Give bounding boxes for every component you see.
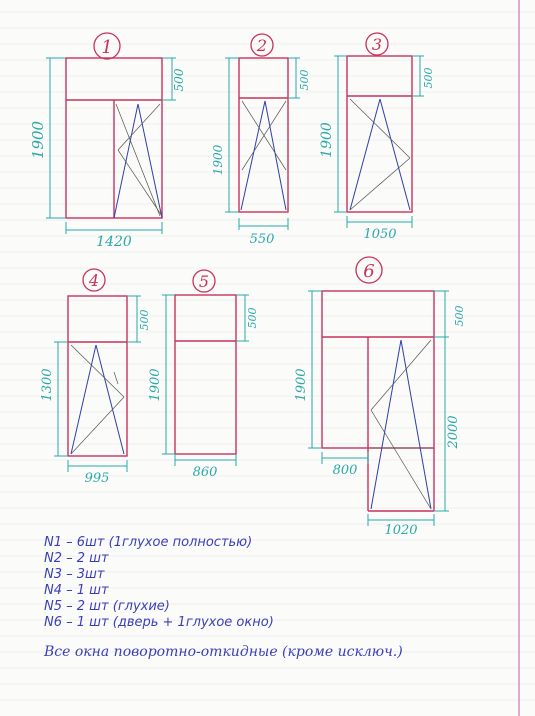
window-4-dimension-lines — [54, 296, 141, 472]
window-6-window-width-label: 800 — [332, 463, 358, 478]
window-4 — [40, 269, 151, 486]
window-4-number: 4 — [88, 271, 100, 290]
note-line: N3 – 3шт — [44, 567, 105, 582]
note-line: N2 – 2 шт — [44, 551, 109, 566]
window-6 — [294, 257, 466, 538]
window-1-height-label: 1900 — [29, 120, 47, 160]
window-6-transom-label: 500 — [453, 305, 466, 327]
window-5-frame — [175, 295, 236, 454]
window-6-opening-marks — [371, 340, 431, 509]
window-3 — [319, 33, 435, 242]
window-6-height-label: 1900 — [294, 368, 309, 402]
window-6-frame — [322, 291, 434, 511]
window-1-transom-label: 500 — [172, 68, 186, 92]
window-4-height-label: 1300 — [40, 368, 55, 402]
window-3-width-label: 1050 — [363, 227, 397, 242]
window-6-door-width-label: 1020 — [384, 523, 418, 538]
window-5 — [148, 270, 259, 480]
window-5-transom-label: 500 — [246, 307, 259, 329]
window-6-number: 6 — [363, 261, 375, 282]
window-3-transom-label: 500 — [422, 67, 435, 89]
window-2-height-label: 1900 — [211, 144, 225, 176]
window-5-width-label: 860 — [192, 465, 218, 480]
footer-note: Все окна поворотно-откидные (кроме исключ.) — [44, 644, 403, 660]
window-3-number: 3 — [371, 35, 383, 54]
note-line: N5 – 2 шт (глухие) — [44, 599, 170, 614]
window-3-height-label: 1900 — [319, 122, 335, 158]
note-line: N1 – 6шт (1глухое полностью) — [44, 535, 253, 550]
window-1-sash-lines — [114, 104, 162, 218]
quantity-notes — [44, 535, 274, 630]
window-3-frame — [347, 56, 412, 212]
window-2-opening-marks — [242, 101, 286, 170]
window-1-number: 1 — [101, 37, 113, 58]
window-5-number: 5 — [198, 272, 210, 291]
window-2-number: 2 — [256, 36, 268, 55]
note-line: N6 – 1 шт (дверь + 1глухое окно) — [44, 615, 274, 630]
window-2-sash-lines — [241, 101, 286, 210]
window-5-height-label: 1900 — [148, 368, 163, 402]
window-4-opening-marks — [71, 345, 124, 454]
window-1-width-label: 1420 — [96, 234, 132, 250]
window-2-transom-label: 500 — [298, 69, 311, 91]
window-3-sash-lines — [350, 99, 410, 210]
window-2-width-label: 550 — [249, 232, 275, 247]
window-1 — [29, 33, 186, 250]
note-line: N4 – 1 шт — [44, 583, 109, 598]
window-6-door-height-label: 2000 — [446, 415, 461, 449]
window-2 — [211, 34, 311, 247]
window-3-opening-marks — [350, 99, 410, 210]
window-1-opening-marks — [116, 104, 162, 216]
window-4-sash-lines — [71, 345, 124, 454]
window-4-transom-label: 500 — [138, 309, 151, 331]
window-4-width-label: 995 — [84, 471, 110, 486]
